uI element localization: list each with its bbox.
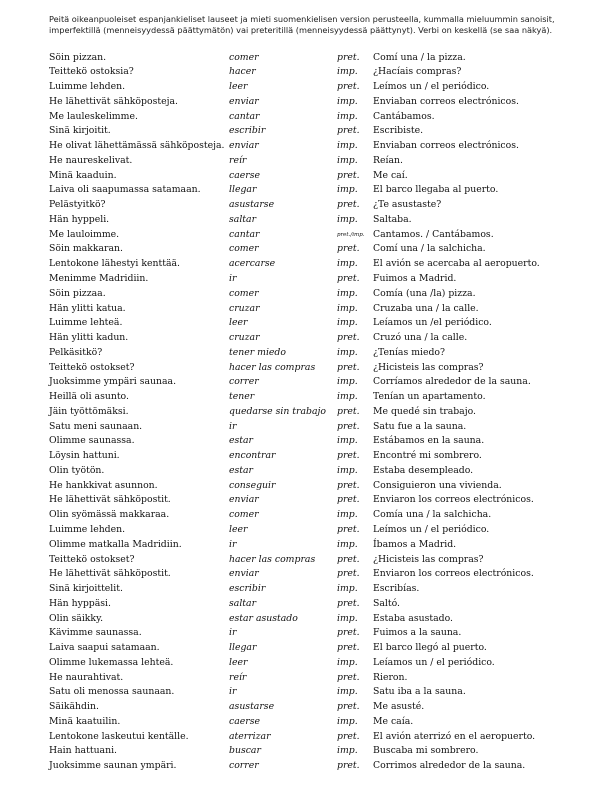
spanish-translation: Satu iba a la sauna. (373, 686, 466, 698)
finnish-sentence: Juoksimme saunan ympäri. (49, 760, 177, 772)
tense-label: pret./imp. (337, 231, 365, 238)
spanish-verb-infinitive: aterrizar (229, 730, 271, 742)
finnish-sentence: Sinä kirjoitit. (49, 125, 111, 137)
finnish-sentence: Pelästyitkö? (49, 199, 106, 211)
finnish-sentence: Olimme lukemassa lehteä. (49, 656, 174, 668)
tense-label: imp. (337, 258, 358, 270)
spanish-verb-infinitive: cantar (229, 110, 260, 122)
finnish-sentence: Löysin hattuni. (49, 450, 120, 462)
exercise-row (0, 302, 612, 317)
exercise-row (0, 582, 612, 597)
tense-label: pret. (337, 243, 360, 255)
tense-label: pret. (337, 701, 360, 713)
spanish-translation: Estaba desempleado. (373, 464, 474, 476)
finnish-sentence: Satu oli menossa saunaan. (49, 686, 175, 698)
spanish-translation: El avión se acercaba al aeropuerto. (373, 258, 540, 270)
spanish-verb-infinitive: comer (229, 51, 259, 63)
tense-label: pret. (337, 51, 360, 63)
spanish-translation: ¿Hicisteis las compras? (373, 361, 484, 373)
exercise-row (0, 715, 612, 730)
spanish-verb-infinitive: reír (229, 671, 247, 683)
tense-label: imp. (337, 391, 358, 403)
spanish-translation: Fuimos a Madrid. (373, 272, 457, 284)
exercise-list (0, 51, 612, 775)
spanish-translation: Rieron. (373, 671, 408, 683)
spanish-translation: Comí una / la salchicha. (373, 243, 486, 255)
tense-label: pret. (337, 450, 360, 462)
tense-label: pret. (337, 494, 360, 506)
finnish-sentence: He naurahtivat. (49, 671, 124, 683)
tense-label: imp. (337, 140, 358, 152)
finnish-sentence: Olin työtön. (49, 464, 105, 476)
spanish-translation: Me caí. (373, 169, 408, 181)
finnish-sentence: Säikähdin. (49, 701, 99, 713)
spanish-translation: Comía una / la salchicha. (373, 509, 492, 521)
spanish-verb-infinitive: llegar (229, 184, 257, 196)
tense-label: imp. (337, 715, 358, 727)
finnish-sentence: Hän ylitti katua. (49, 302, 126, 314)
spanish-verb-infinitive: leer (229, 656, 248, 668)
tense-label: pret. (337, 597, 360, 609)
spanish-translation: Leíamos un /el periódico. (373, 317, 492, 329)
tense-label: pret. (337, 479, 360, 491)
exercise-row (0, 124, 612, 139)
spanish-translation: ¿Tenías miedo? (373, 346, 446, 358)
exercise-row (0, 493, 612, 508)
exercise-row (0, 346, 612, 361)
tense-label: imp. (337, 317, 358, 329)
spanish-translation: Corrimos alrededor de la sauna. (373, 760, 526, 772)
exercise-row (0, 272, 612, 287)
finnish-sentence: Kävimme saunassa. (49, 627, 142, 639)
exercise-row (0, 449, 612, 464)
spanish-translation: Me quedé sin trabajo. (373, 405, 477, 417)
spanish-verb-infinitive: acercarse (229, 258, 276, 270)
finnish-sentence: Olimme matkalla Madridiin. (49, 538, 182, 550)
spanish-verb-infinitive: hacer las compras (229, 361, 316, 373)
spanish-translation: Estábamos en la sauna. (373, 435, 485, 447)
exercise-row (0, 257, 612, 272)
finnish-sentence: Teittekö ostoksia? (49, 66, 134, 78)
tense-label: imp. (337, 184, 358, 196)
spanish-verb-infinitive: ir (229, 420, 237, 432)
tense-label: pret. (337, 671, 360, 683)
exercise-row (0, 110, 612, 125)
finnish-sentence: Juoksimme ympäri saunaa. (49, 376, 177, 388)
spanish-translation: Me asusté. (373, 701, 425, 713)
spanish-verb-infinitive: ir (229, 686, 237, 698)
exercise-row (0, 242, 612, 257)
exercise-row (0, 626, 612, 641)
tense-label: imp. (337, 287, 358, 299)
tense-label: pret. (337, 760, 360, 772)
tense-label: pret. (337, 568, 360, 580)
spanish-verb-infinitive: ir (229, 272, 237, 284)
finnish-sentence: Teittekö ostokset? (49, 361, 135, 373)
finnish-sentence: He hankkivat asunnon. (49, 479, 158, 491)
exercise-row (0, 51, 612, 66)
spanish-verb-infinitive: ir (229, 538, 237, 550)
finnish-sentence: Luimme lehden. (49, 524, 126, 535)
spanish-translation: Leímos un / el periódico. (373, 81, 490, 93)
finnish-sentence: He naureskelivat. (49, 154, 133, 166)
spanish-verb-infinitive: escribir (229, 583, 266, 595)
finnish-sentence: Menimme Madridiin. (49, 272, 149, 284)
spanish-translation: El barco llegaba al puerto. (373, 184, 499, 196)
exercise-row (0, 759, 612, 774)
exercise-row (0, 700, 612, 715)
tense-label: imp. (337, 346, 358, 358)
spanish-translation: Leíamos un / el periódico. (373, 656, 495, 668)
exercise-row (0, 656, 612, 671)
spanish-translation: Cruzó una / la calle. (373, 332, 468, 344)
exercise-row (0, 361, 612, 376)
spanish-verb-infinitive: enviar (229, 568, 259, 580)
tense-label: pret. (337, 81, 360, 93)
spanish-translation: Encontré mi sombrero. (373, 450, 482, 462)
finnish-sentence: Luimme lehden. (49, 81, 126, 93)
spanish-translation: Fuimos a la sauna. (373, 627, 462, 639)
exercise-row (0, 198, 612, 213)
finnish-sentence: Söin pizzan. (49, 51, 107, 63)
tense-label: imp. (337, 213, 358, 225)
spanish-verb-infinitive: buscar (229, 745, 261, 757)
exercise-row (0, 597, 612, 612)
spanish-translation: Cruzaba una / la calle. (373, 302, 479, 314)
spanish-verb-infinitive: saltar (229, 597, 257, 609)
exercise-row (0, 730, 612, 745)
exercise-row (0, 464, 612, 479)
spanish-verb-infinitive: cruzar (229, 332, 260, 344)
spanish-verb-infinitive: caerse (229, 715, 260, 727)
finnish-sentence: Lentokone laskeutui kentälle. (49, 730, 189, 742)
spanish-verb-infinitive: comer (229, 243, 259, 255)
spanish-translation: Saltaba. (373, 213, 412, 225)
tense-label: imp. (337, 435, 358, 447)
tense-label: imp. (337, 538, 358, 550)
spanish-verb-infinitive: estar asustado (229, 612, 298, 624)
exercise-row (0, 95, 612, 110)
spanish-verb-infinitive: correr (229, 760, 259, 772)
tense-label: pret. (337, 730, 360, 742)
tense-label: pret. (337, 199, 360, 211)
exercise-row (0, 169, 612, 184)
spanish-translation: ¿Hacíais compras? (373, 66, 462, 78)
exercise-row (0, 139, 612, 154)
tense-label: imp. (337, 66, 358, 78)
spanish-verb-infinitive: reír (229, 154, 247, 166)
spanish-verb-infinitive: enviar (229, 95, 259, 107)
tense-label: pret. (337, 642, 360, 654)
spanish-verb-infinitive: caerse (229, 169, 260, 181)
spanish-verb-infinitive: asustarse (229, 701, 275, 713)
spanish-translation: Saltó. (373, 597, 401, 609)
finnish-sentence: Satu meni saunaan. (49, 420, 143, 432)
tense-label: imp. (337, 745, 358, 757)
finnish-sentence: Me lauloimme. (49, 228, 120, 240)
tense-label: pret. (337, 361, 360, 373)
spanish-translation: Escribías. (373, 583, 420, 595)
exercise-row (0, 553, 612, 568)
tense-label: imp. (337, 154, 358, 166)
spanish-verb-infinitive: llegar (229, 642, 257, 654)
spanish-translation: Íbamos a Madrid. (373, 538, 457, 550)
spanish-verb-infinitive: quedarse sin trabajo (229, 405, 326, 417)
spanish-verb-infinitive: enviar (229, 140, 259, 152)
exercise-row (0, 213, 612, 228)
finnish-sentence: Laiva oli saapumassa satamaan. (49, 184, 201, 196)
tense-label: imp. (337, 656, 358, 668)
exercise-row (0, 183, 612, 198)
tense-label: pret. (337, 272, 360, 284)
tense-label: pret. (337, 627, 360, 639)
finnish-sentence: Olin säikky. (49, 612, 104, 624)
exercise-row (0, 154, 612, 169)
spanish-translation: El avión aterrizó en el aeropuerto. (373, 730, 536, 742)
spanish-translation: Me caía. (373, 715, 414, 727)
exercise-row (0, 287, 612, 302)
spanish-verb-infinitive: escribir (229, 125, 266, 137)
tense-label: imp. (337, 583, 358, 595)
spanish-translation: Comía (una /la) pizza. (373, 287, 476, 299)
exercise-row (0, 508, 612, 523)
finnish-sentence: Teittekö ostokset? (49, 553, 135, 565)
tense-label: pret. (337, 405, 360, 417)
finnish-sentence: He lähettivät sähköpostit. (49, 568, 171, 580)
spanish-verb-infinitive: comer (229, 287, 259, 299)
spanish-verb-infinitive: encontrar (229, 450, 276, 462)
finnish-sentence: Heillä oli asunto. (49, 391, 129, 403)
finnish-sentence: Minä kaaduin. (49, 169, 117, 181)
tense-label: imp. (337, 612, 358, 624)
spanish-translation: Leímos un / el periódico. (373, 524, 490, 535)
spanish-verb-infinitive: leer (229, 524, 248, 535)
spanish-verb-infinitive: cantar (229, 228, 260, 240)
finnish-sentence: Söin pizzaa. (49, 287, 106, 299)
finnish-sentence: He lähettivät sähköpostit. (49, 494, 171, 506)
spanish-verb-infinitive: tener (229, 391, 255, 403)
exercise-row (0, 685, 612, 700)
spanish-verb-infinitive: conseguir (229, 479, 276, 491)
tense-label: pret. (337, 169, 360, 181)
spanish-verb-infinitive: comer (229, 509, 259, 521)
spanish-translation: Buscaba mi sombrero. (373, 745, 479, 757)
tense-label: pret. (337, 420, 360, 432)
spanish-translation: Corríamos alrededor de la sauna. (373, 376, 531, 388)
finnish-sentence: Lentokone lähestyi kenttää. (49, 258, 181, 270)
spanish-verb-infinitive: leer (229, 317, 248, 329)
finnish-sentence: Minä kaatuilin. (49, 715, 121, 727)
spanish-verb-infinitive: leer (229, 81, 248, 93)
exercise-row (0, 641, 612, 656)
tense-label: pret. (337, 332, 360, 344)
finnish-sentence: Hän ylitti kadun. (49, 332, 129, 344)
finnish-sentence: He olivat lähettämässä sähköposteja. (49, 140, 225, 152)
spanish-translation: Cantábamos. (373, 110, 435, 122)
finnish-sentence: Hän hyppäsi. (49, 597, 111, 609)
spanish-translation: Tenían un apartamento. (373, 391, 486, 403)
tense-label: imp. (337, 686, 358, 698)
exercise-row (0, 744, 612, 759)
exercise-row (0, 331, 612, 346)
tense-label: imp. (337, 509, 358, 521)
spanish-translation: Enviaban correos electrónicos. (373, 140, 519, 152)
exercise-row (0, 80, 612, 95)
finnish-sentence: Pelkäsitkö? (49, 346, 103, 358)
exercise-row (0, 538, 612, 553)
tense-label: imp. (337, 302, 358, 314)
tense-label: pret. (337, 125, 360, 137)
spanish-verb-infinitive: saltar (229, 213, 257, 225)
exercise-row (0, 523, 612, 538)
exercise-row (0, 316, 612, 331)
spanish-verb-infinitive: correr (229, 376, 259, 388)
spanish-translation: ¿Hicisteis las compras? (373, 553, 484, 565)
spanish-translation: Enviaban correos electrónicos. (373, 95, 519, 107)
spanish-verb-infinitive: asustarse (229, 199, 275, 211)
tense-label: imp. (337, 376, 358, 388)
finnish-sentence: He lähettivät sähköposteja. (49, 95, 178, 107)
spanish-translation: Estaba asustado. (373, 612, 453, 624)
spanish-verb-infinitive: hacer (229, 66, 256, 78)
spanish-verb-infinitive: enviar (229, 494, 259, 506)
finnish-sentence: Hain hattuani. (49, 745, 118, 757)
finnish-sentence: Olimme saunassa. (49, 435, 135, 447)
tense-label: imp. (337, 110, 358, 122)
exercise-row (0, 405, 612, 420)
exercise-row (0, 671, 612, 686)
spanish-translation: Enviaron los correos electrónicos. (373, 568, 534, 580)
exercise-row (0, 612, 612, 627)
spanish-verb-infinitive: ir (229, 627, 237, 639)
spanish-translation: Satu fue a la sauna. (373, 420, 467, 432)
spanish-verb-infinitive: estar (229, 435, 253, 447)
exercise-row (0, 375, 612, 390)
finnish-sentence: Sinä kirjoittelit. (49, 583, 123, 595)
finnish-sentence: Hän hyppeli. (49, 213, 110, 225)
exercise-row (0, 390, 612, 405)
exercise-row (0, 434, 612, 449)
spanish-verb-infinitive: tener miedo (229, 346, 286, 358)
spanish-translation: Comí una / la pizza. (373, 51, 466, 63)
spanish-translation: Escribiste. (373, 125, 424, 137)
finnish-sentence: Laiva saapui satamaan. (49, 642, 160, 654)
tense-label: pret. (337, 553, 360, 565)
instructions-text: Peitä oikeanpuoleiset espanjankieliset lauseet ja mieti suomenkielisen version perusteella, kummalla mieluummin sanoisit, imperfektillä (menneisyydessä päättymätön) vai preteritillä (menneisyydessä päättynyt). Verbi on keskellä (se saa näkyä). (49, 14, 555, 35)
spanish-translation: Cantamos. / Cantábamos. (373, 228, 494, 240)
finnish-sentence: Söin makkaran. (49, 243, 123, 255)
exercise-row (0, 479, 612, 494)
tense-label: imp. (337, 95, 358, 107)
exercise-row (0, 420, 612, 435)
finnish-sentence: Me lauleskelimme. (49, 110, 138, 122)
spanish-translation: Consiguieron una vivienda. (373, 479, 502, 491)
spanish-translation: ¿Te asustaste? (373, 199, 442, 211)
finnish-sentence: Jäin työttömäksi. (49, 405, 129, 417)
spanish-verb-infinitive: cruzar (229, 302, 260, 314)
tense-label: imp. (337, 464, 358, 476)
spanish-verb-infinitive: estar (229, 464, 253, 476)
finnish-sentence: Olin syömässä makkaraa. (49, 509, 170, 521)
spanish-translation: El barco llegó al puerto. (373, 642, 487, 654)
spanish-verb-infinitive: hacer las compras (229, 553, 316, 565)
finnish-sentence: Luimme lehteä. (49, 317, 123, 329)
exercise-row (0, 65, 612, 80)
tense-label: pret. (337, 524, 360, 535)
exercise-row (0, 228, 612, 243)
spanish-translation: Enviaron los correos electrónicos. (373, 494, 534, 506)
spanish-translation: Reían. (373, 154, 403, 166)
exercise-row (0, 567, 612, 582)
